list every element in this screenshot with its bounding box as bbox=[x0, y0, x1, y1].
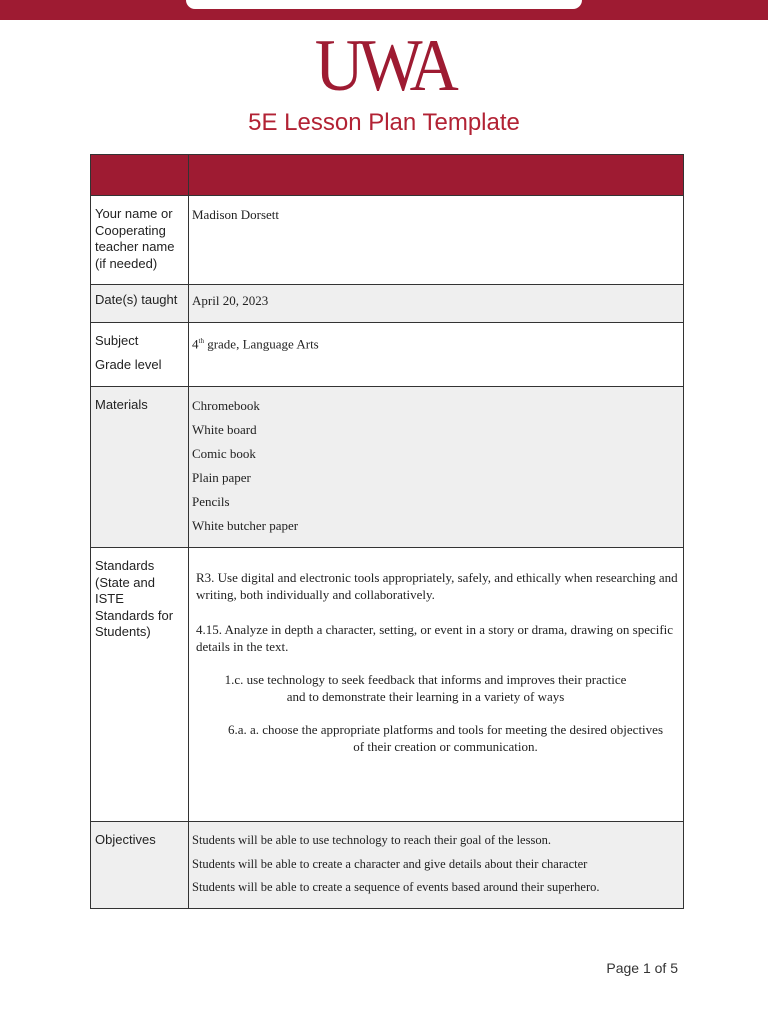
table-row-standards bbox=[91, 548, 684, 822]
material-item: Comic book bbox=[192, 446, 256, 461]
table-row-date bbox=[91, 285, 684, 323]
subject-value-num: 4 bbox=[192, 336, 199, 352]
subject-label: Subject bbox=[95, 333, 139, 348]
material-item: Plain paper bbox=[192, 470, 251, 485]
standard-item: 1.c. use technology to seek feedback that informs and improves their practice and to demonstrate their learning in a variety of ways bbox=[224, 672, 627, 704]
subject-label-cell bbox=[91, 323, 189, 387]
date-value bbox=[189, 285, 684, 323]
objective-item: Students will be able to create a sequence of events based around their superhero. bbox=[192, 880, 600, 894]
page-title: 5E Lesson Plan Template bbox=[248, 109, 520, 136]
top-brand-tab bbox=[186, 0, 582, 9]
table-row-subject bbox=[91, 323, 684, 387]
objective-item: Students will be able to create a character and give details about their character bbox=[192, 856, 588, 871]
objectives-list bbox=[189, 822, 684, 909]
header-cell-label bbox=[91, 155, 189, 196]
name-label: Your name or Cooperating teacher name (if needed) bbox=[91, 196, 189, 285]
header-cell-value bbox=[189, 155, 684, 196]
objective-item: Students will be able to use technology to reach their goal of the lesson. bbox=[192, 833, 551, 847]
standard-item: 6.a. a. choose the appropriate platforms and tools for meeting the desired objectives of their creation or communication. bbox=[228, 722, 663, 754]
material-item: Chromebook bbox=[192, 398, 260, 413]
name-value: Madison Dorsett bbox=[189, 196, 684, 285]
standards-list bbox=[189, 548, 684, 822]
subject-value-rest: grade, Language Arts bbox=[203, 336, 319, 352]
standard-item: R3. Use digital and electronic tools appropriately, safely, and ethically when researching and writing, both individually and collaboratively. bbox=[196, 570, 678, 602]
material-item: White board bbox=[192, 422, 257, 437]
material-item: White butcher paper bbox=[192, 518, 299, 533]
uwa-logo: UWA bbox=[314, 25, 454, 107]
material-item: Pencils bbox=[192, 494, 230, 509]
date-label bbox=[91, 285, 189, 323]
table-row-objectives bbox=[91, 822, 684, 909]
standards-label: Standards (State and ISTE Standards for Students) bbox=[91, 548, 189, 822]
date-label-text: Date(s) taught bbox=[95, 292, 178, 307]
table-header-row bbox=[91, 155, 684, 196]
grade-level-label: Grade level bbox=[95, 357, 162, 372]
standard-item: 4.15. Analyze in depth a character, setting, or event in a story or drama, drawing on specific details in the text. bbox=[196, 622, 674, 654]
table-row-materials bbox=[91, 387, 684, 548]
table-row-name bbox=[91, 196, 684, 285]
date-value-text: April 20, 2023 bbox=[192, 293, 269, 308]
page-number: Page 1 of 5 bbox=[606, 960, 678, 976]
materials-label: Materials bbox=[91, 387, 189, 548]
lesson-plan-table bbox=[90, 154, 684, 909]
objectives-label: Objectives bbox=[91, 822, 189, 909]
materials-list bbox=[189, 387, 684, 548]
subject-value-sup: th bbox=[198, 337, 204, 345]
subject-value bbox=[189, 323, 684, 387]
